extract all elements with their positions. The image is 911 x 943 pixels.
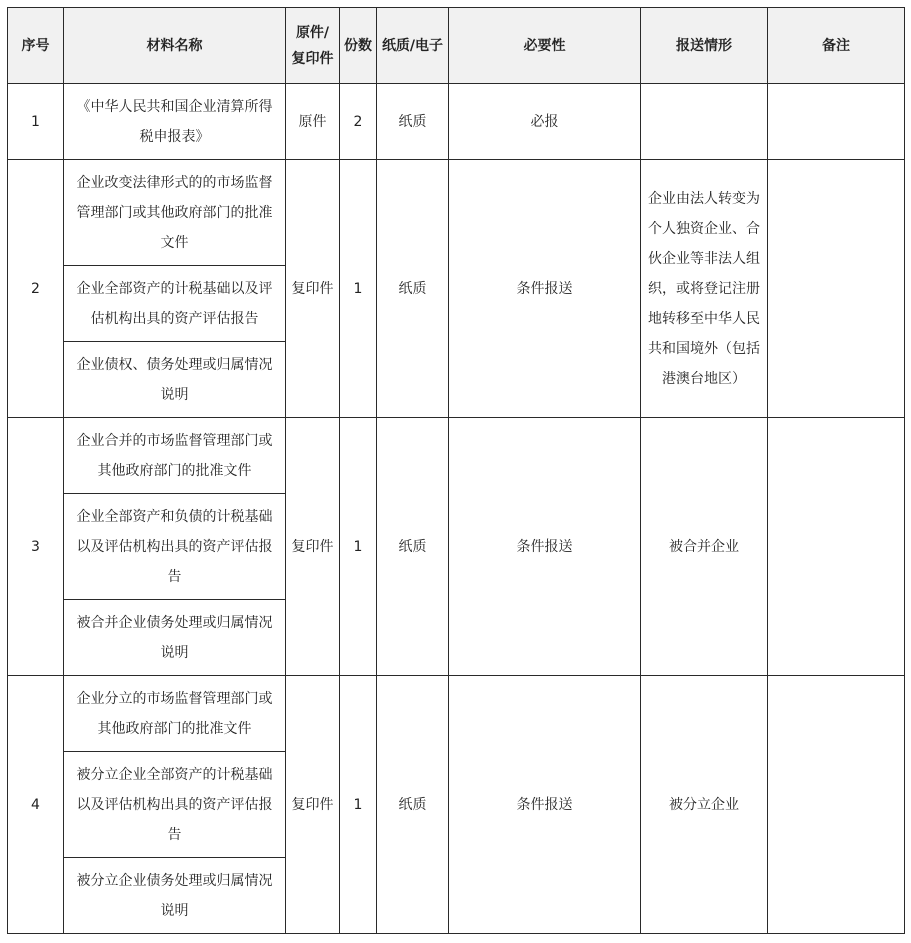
table-row xyxy=(8,418,905,494)
material-cell: 企业全部资产和负债的计税基础以及评估机构出具的资产评估报告 xyxy=(64,494,286,600)
table-container xyxy=(7,7,904,934)
seq-cell: 2 xyxy=(8,160,64,418)
table-row xyxy=(8,160,905,266)
material-cell: 企业合并的市场监督管理部门或其他政府部门的批准文件 xyxy=(64,418,286,494)
material-cell: 被合并企业债务处理或归属情况说明 xyxy=(64,600,286,676)
necessity-cell: 条件报送 xyxy=(449,676,641,934)
header-remark: 备注 xyxy=(768,8,905,84)
remark-cell xyxy=(768,160,905,418)
situation-cell xyxy=(641,84,768,160)
header-copies: 份数 xyxy=(340,8,377,84)
material-cell: 被分立企业债务处理或归属情况说明 xyxy=(64,858,286,934)
header-row xyxy=(8,8,905,84)
material-cell: 企业债权、债务处理或归属情况说明 xyxy=(64,342,286,418)
header-situation: 报送情形 xyxy=(641,8,768,84)
necessity-cell: 条件报送 xyxy=(449,418,641,676)
seq-cell: 3 xyxy=(8,418,64,676)
material-cell: 企业全部资产的计税基础以及评估机构出具的资产评估报告 xyxy=(64,266,286,342)
medium-cell: 纸质 xyxy=(377,676,449,934)
orig-cell: 复印件 xyxy=(286,418,340,676)
medium-cell: 纸质 xyxy=(377,160,449,418)
header-material: 材料名称 xyxy=(64,8,286,84)
orig-cell: 原件 xyxy=(286,84,340,160)
orig-cell: 复印件 xyxy=(286,160,340,418)
copies-cell: 1 xyxy=(340,160,377,418)
seq-cell: 4 xyxy=(8,676,64,934)
necessity-cell: 条件报送 xyxy=(449,160,641,418)
medium-cell: 纸质 xyxy=(377,418,449,676)
medium-cell: 纸质 xyxy=(377,84,449,160)
header-seq: 序号 xyxy=(8,8,64,84)
situation-cell: 被合并企业 xyxy=(641,418,768,676)
remark-cell xyxy=(768,84,905,160)
header-medium: 纸质/电子 xyxy=(377,8,449,84)
seq-cell: 1 xyxy=(8,84,64,160)
copies-cell: 2 xyxy=(340,84,377,160)
header-necessity: 必要性 xyxy=(449,8,641,84)
table-row xyxy=(8,676,905,752)
header-orig: 原件/复印件 xyxy=(286,8,340,84)
orig-cell: 复印件 xyxy=(286,676,340,934)
remark-cell xyxy=(768,418,905,676)
material-cell: 企业分立的市场监督管理部门或其他政府部门的批准文件 xyxy=(64,676,286,752)
materials-table xyxy=(7,7,905,934)
copies-cell: 1 xyxy=(340,418,377,676)
material-cell: 被分立企业全部资产的计税基础以及评估机构出具的资产评估报告 xyxy=(64,752,286,858)
copies-cell: 1 xyxy=(340,676,377,934)
material-cell: 《中华人民共和国企业清算所得税申报表》 xyxy=(64,84,286,160)
remark-cell xyxy=(768,676,905,934)
situation-cell: 被分立企业 xyxy=(641,676,768,934)
table-row xyxy=(8,84,905,160)
necessity-cell: 必报 xyxy=(449,84,641,160)
situation-cell: 企业由法人转变为个人独资企业、合伙企业等非法人组织，或将登记注册地转移至中华人民共和国境外（包括港澳台地区） xyxy=(641,160,768,418)
material-cell: 企业改变法律形式的的市场监督管理部门或其他政府部门的批准文件 xyxy=(64,160,286,266)
